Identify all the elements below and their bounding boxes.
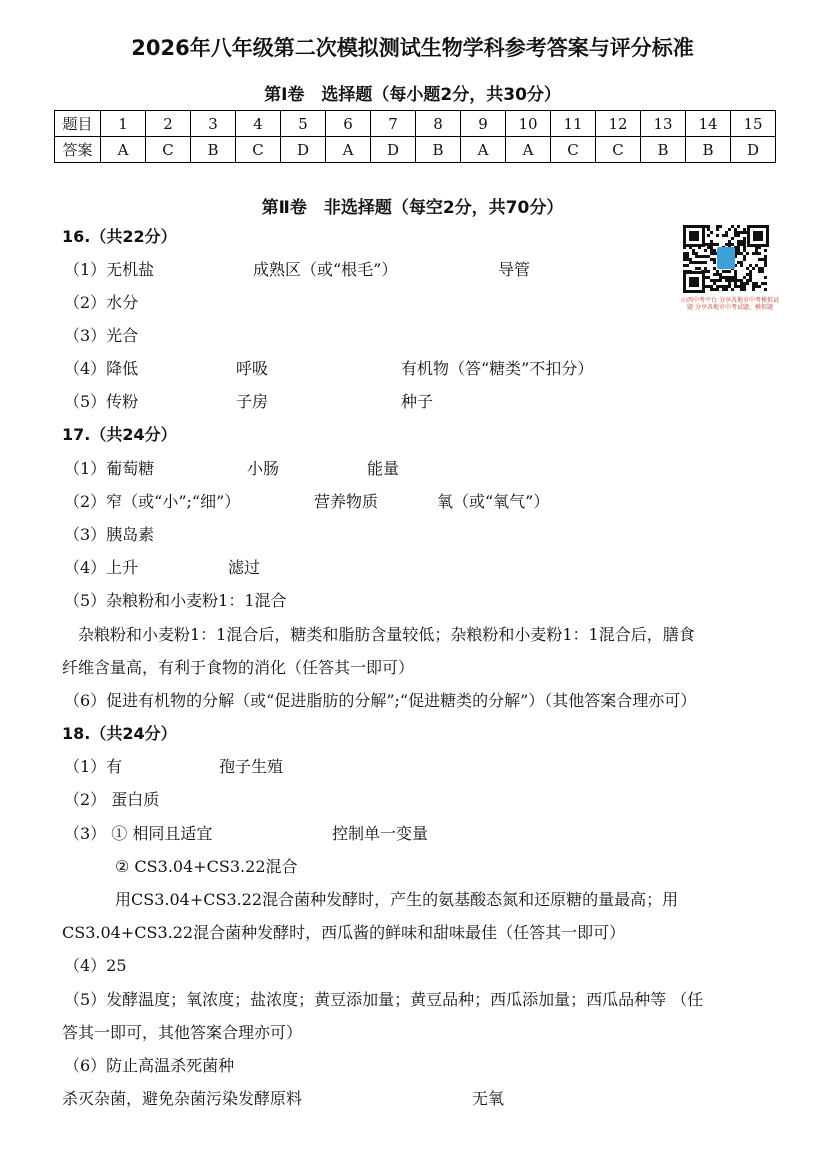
question-number-cell: 15: [731, 111, 776, 137]
q16-1-answer-b: 成熟区（或“根毛”）: [253, 260, 398, 279]
q18-7-answer-a: 杀灭杂菌，避免杂菌污染发酵原料: [62, 1089, 303, 1108]
answer-cell: B: [191, 137, 236, 163]
q17-1-answer-c: 能量: [367, 459, 400, 478]
q16-5-answer-a: （5）传粉: [64, 392, 139, 411]
question-number-cell: 3: [191, 111, 236, 137]
page-title: 2026年八年级第二次模拟测试生物学科参考答案与评分标准: [131, 36, 694, 60]
answer-cell: C: [596, 137, 641, 163]
answer-table-row-answers: [55, 137, 776, 163]
answer-table: [54, 110, 776, 163]
q17-5-explanation-line-2: 纤维含量高，有利于食物的消化（任答其一即可）: [62, 658, 415, 677]
question-number-cell: 11: [551, 111, 596, 137]
answer-cell: C: [146, 137, 191, 163]
question-number-cell: 6: [326, 111, 371, 137]
answer-cell: B: [686, 137, 731, 163]
q18-3-explanation-line-2: CS3.04+CS3.22混合菌种发酵时，西瓜酱的鲜味和甜味最佳（任答其一即可）: [62, 923, 626, 942]
row-header-number: 题目: [55, 111, 101, 137]
answer-table-row-numbers: [55, 111, 776, 137]
question-number-cell: 5: [281, 111, 326, 137]
q17-3-answer: （3）胰岛素: [64, 525, 155, 544]
q17-6-answer: （6）促进有机物的分解（或“促进脂肪的分解”;“促进糖类的分解”）（其他答案合理亦可）: [64, 691, 697, 710]
answer-cell: D: [371, 137, 416, 163]
q17-5-answer: （5）杂粮粉和小麦粉1：1混合: [64, 591, 287, 610]
answer-cell: D: [281, 137, 326, 163]
question-number-cell: 8: [416, 111, 461, 137]
q16-2-answer: （2）水分: [64, 293, 139, 312]
q16-4-answer-a: （4）降低: [64, 359, 139, 378]
q18-3-explanation-line-1: 用CS3.04+CS3.22混合菌种发酵时，产生的氨基酸态氮和还原糖的量最高；用: [115, 890, 679, 909]
answer-cell: B: [416, 137, 461, 163]
q18-7-answer-b: 无氧: [472, 1089, 505, 1108]
answer-cell: A: [101, 137, 146, 163]
answer-cell: C: [551, 137, 596, 163]
answer-cell: A: [461, 137, 506, 163]
q18-5-answer-line-2: 答其一即可，其他答案合理亦可）: [62, 1023, 303, 1042]
q16-4-answer-b: 呼吸: [236, 359, 269, 378]
q16-1-answer-a: （1）无机盐: [64, 260, 155, 279]
answer-cell: B: [641, 137, 686, 163]
q17-4-answer-a: （4）上升: [64, 558, 139, 577]
question-number-cell: 12: [596, 111, 641, 137]
section-1-heading: 第Ⅰ卷 选择题（每小题2分，共30分）: [264, 85, 561, 105]
q17-2-answer-b: 营养物质: [314, 492, 379, 511]
q17-1-answer-b: 小肠: [247, 459, 280, 478]
q18-2-answer: （2） 蛋白质: [64, 790, 160, 809]
question-number-cell: 4: [236, 111, 281, 137]
question-number-cell: 13: [641, 111, 686, 137]
question-number-cell: 14: [686, 111, 731, 137]
answer-cell: D: [731, 137, 776, 163]
q17-4-answer-b: 滤过: [228, 558, 261, 577]
q18-1-answer-a: （1）有: [64, 757, 123, 776]
qr-code-image: [683, 225, 769, 293]
answer-cell: A: [326, 137, 371, 163]
q17-5-explanation-line-1: 杂粮粉和小麦粉1：1混合后，糖类和脂肪含量较低；杂粮粉和小麦粉1：1混合后，膳食: [78, 625, 695, 644]
q17-heading: 17.（共24分）: [62, 425, 177, 444]
q18-3-answer-a: （3） ① 相同且适宜: [64, 824, 213, 843]
q18-6-answer: （6）防止高温杀死菌种: [64, 1056, 235, 1075]
q16-5-answer-c: 种子: [401, 392, 434, 411]
answer-cell: A: [506, 137, 551, 163]
q16-3-answer: （3）光合: [64, 326, 139, 345]
answer-cell: C: [236, 137, 281, 163]
q16-1-answer-c: 导管: [498, 260, 531, 279]
q18-1-answer-b: 孢子生殖: [219, 757, 284, 776]
qr-caption: 山西中考平台 分享各地市中考模拟试题 分享各地市中考试题、模拟题: [681, 297, 779, 311]
q18-5-answer-line-1: （5）发酵温度；氧浓度；盐浓度；黄豆添加量；黄豆品种；西瓜添加量；西瓜品种等 （任: [64, 990, 704, 1009]
section-2-heading: 第Ⅱ卷 非选择题（每空2分，共70分）: [261, 198, 564, 218]
question-number-cell: 7: [371, 111, 416, 137]
row-header-answer: 答案: [55, 137, 101, 163]
q16-4-answer-c: 有机物（答“糖类”不扣分）: [401, 359, 594, 378]
q17-2-answer-c: 氧（或“氧气”）: [437, 492, 550, 511]
q18-3-answer-c: ② CS3.04+CS3.22混合: [115, 857, 298, 876]
question-number-cell: 9: [461, 111, 506, 137]
q16-heading: 16.（共22分）: [62, 227, 177, 246]
q17-2-answer-a: （2）窄（或“小”;“细”）: [64, 492, 241, 511]
q18-3-answer-b: 控制单一变量: [332, 824, 429, 843]
question-number-cell: 1: [101, 111, 146, 137]
q16-5-answer-b: 子房: [236, 392, 269, 411]
q18-4-answer: （4）25: [64, 956, 127, 975]
q17-1-answer-a: （1）葡萄糖: [64, 459, 155, 478]
q18-heading: 18.（共24分）: [62, 724, 177, 743]
question-number-cell: 2: [146, 111, 191, 137]
question-number-cell: 10: [506, 111, 551, 137]
